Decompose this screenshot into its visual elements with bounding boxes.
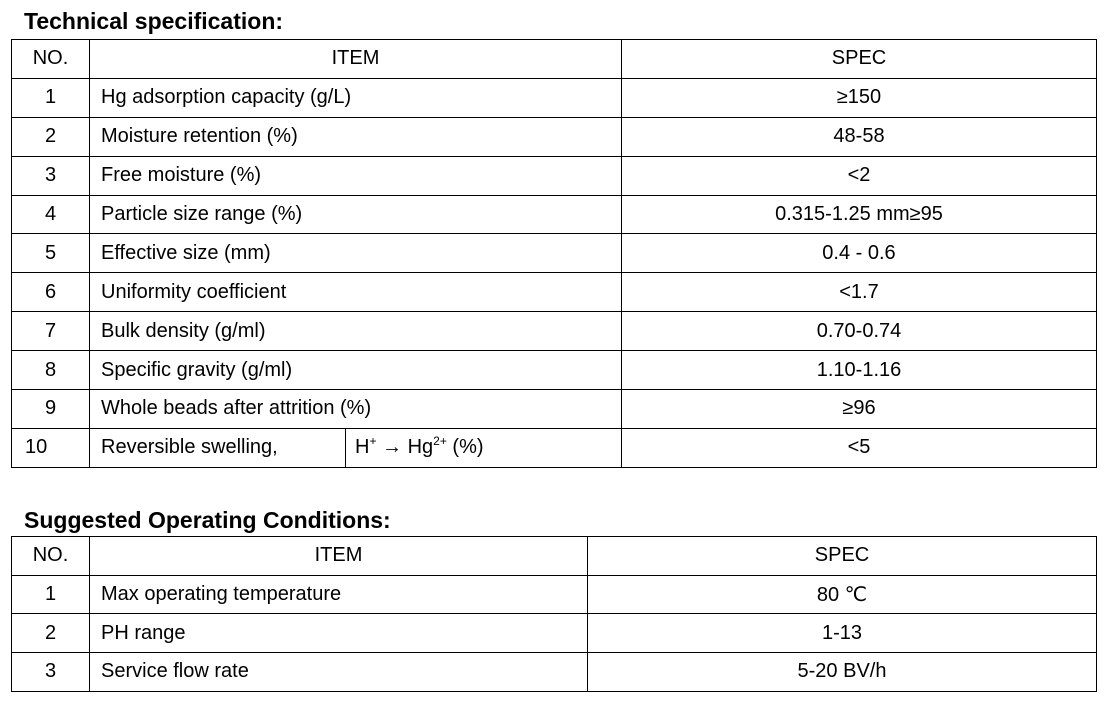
table-row (12, 312, 1097, 351)
row-item: Hg adsorption capacity (g/L) (90, 78, 622, 117)
row-number: 2 (12, 614, 90, 653)
row-spec: 0.70-0.74 (622, 312, 1097, 351)
row-item: Whole beads after attrition (%) (90, 390, 622, 429)
row-item: Particle size range (%) (90, 195, 622, 234)
row-spec: 0.315-1.25 mm≥95 (622, 195, 1097, 234)
row-spec: <1.7 (622, 273, 1097, 312)
row-spec: 80 ℃ (588, 575, 1097, 614)
row-spec: 48-58 (622, 117, 1097, 156)
row-spec: 1.10-1.16 (622, 351, 1097, 390)
row-item: Uniformity coefficient (90, 273, 622, 312)
row-number: 3 (12, 156, 90, 195)
table-row (12, 614, 1097, 653)
unit-percent: (%) (452, 436, 484, 459)
table-row (12, 234, 1097, 273)
table-row (12, 273, 1097, 312)
table-row (12, 78, 1097, 117)
row-item: Specific gravity (g/ml) (90, 351, 622, 390)
row-spec: 1-13 (588, 614, 1097, 653)
row-number: 7 (12, 312, 90, 351)
row-number: 10 (12, 428, 90, 467)
ion-h-charge: + (369, 434, 377, 449)
table-row (12, 428, 1097, 467)
row-number: 4 (12, 195, 90, 234)
row-spec: ≥96 (622, 390, 1097, 429)
table-row (12, 351, 1097, 390)
technical-specification-table (11, 39, 1097, 468)
ion-h: H (355, 436, 370, 459)
row-number: 6 (12, 273, 90, 312)
row-item: Bulk density (g/ml) (90, 312, 622, 351)
row-number: 1 (12, 575, 90, 614)
technical-specification-title: Technical specification: (24, 8, 284, 34)
row-number: 5 (12, 234, 90, 273)
row-item: Moisture retention (%) (90, 117, 622, 156)
column-header-spec: SPEC (622, 40, 1097, 79)
column-header-item: ITEM (90, 40, 622, 79)
row-number: 9 (12, 390, 90, 429)
table-row (12, 653, 1097, 692)
row-item: Max operating temperature (90, 575, 588, 614)
row-item: Service flow rate (90, 653, 588, 692)
row-number: 3 (12, 653, 90, 692)
ion-hg: Hg (407, 436, 434, 459)
table-row (12, 156, 1097, 195)
table-header-row (12, 537, 1097, 576)
row-item: Free moisture (%) (90, 156, 622, 195)
column-header-no: NO. (12, 40, 90, 79)
row-number: 1 (12, 78, 90, 117)
row-item: Effective size (mm) (90, 234, 622, 273)
row-spec: <2 (622, 156, 1097, 195)
operating-conditions-table (11, 536, 1097, 692)
row-spec: <5 (622, 428, 1097, 467)
row-number: 2 (12, 117, 90, 156)
ion-hg-charge: 2+ (433, 434, 447, 449)
table-row (12, 390, 1097, 429)
column-header-item: ITEM (90, 537, 588, 576)
row-spec: ≥150 (622, 78, 1097, 117)
suggested-operating-conditions-title: Suggested Operating Conditions: (24, 507, 391, 533)
column-header-no: NO. (12, 537, 90, 576)
row-number: 8 (12, 351, 90, 390)
row-item: PH range (90, 614, 588, 653)
table-header-row (12, 40, 1097, 79)
arrow-right-icon: → (382, 436, 403, 459)
row-spec: 0.4 - 0.6 (622, 234, 1097, 273)
row-item: Reversible swelling, (90, 428, 346, 467)
column-header-spec: SPEC (588, 537, 1097, 576)
table-row (12, 575, 1097, 614)
table-row (12, 117, 1097, 156)
table-row (12, 195, 1097, 234)
row-spec: 5-20 BV/h (588, 653, 1097, 692)
row-item-detail (346, 428, 622, 467)
